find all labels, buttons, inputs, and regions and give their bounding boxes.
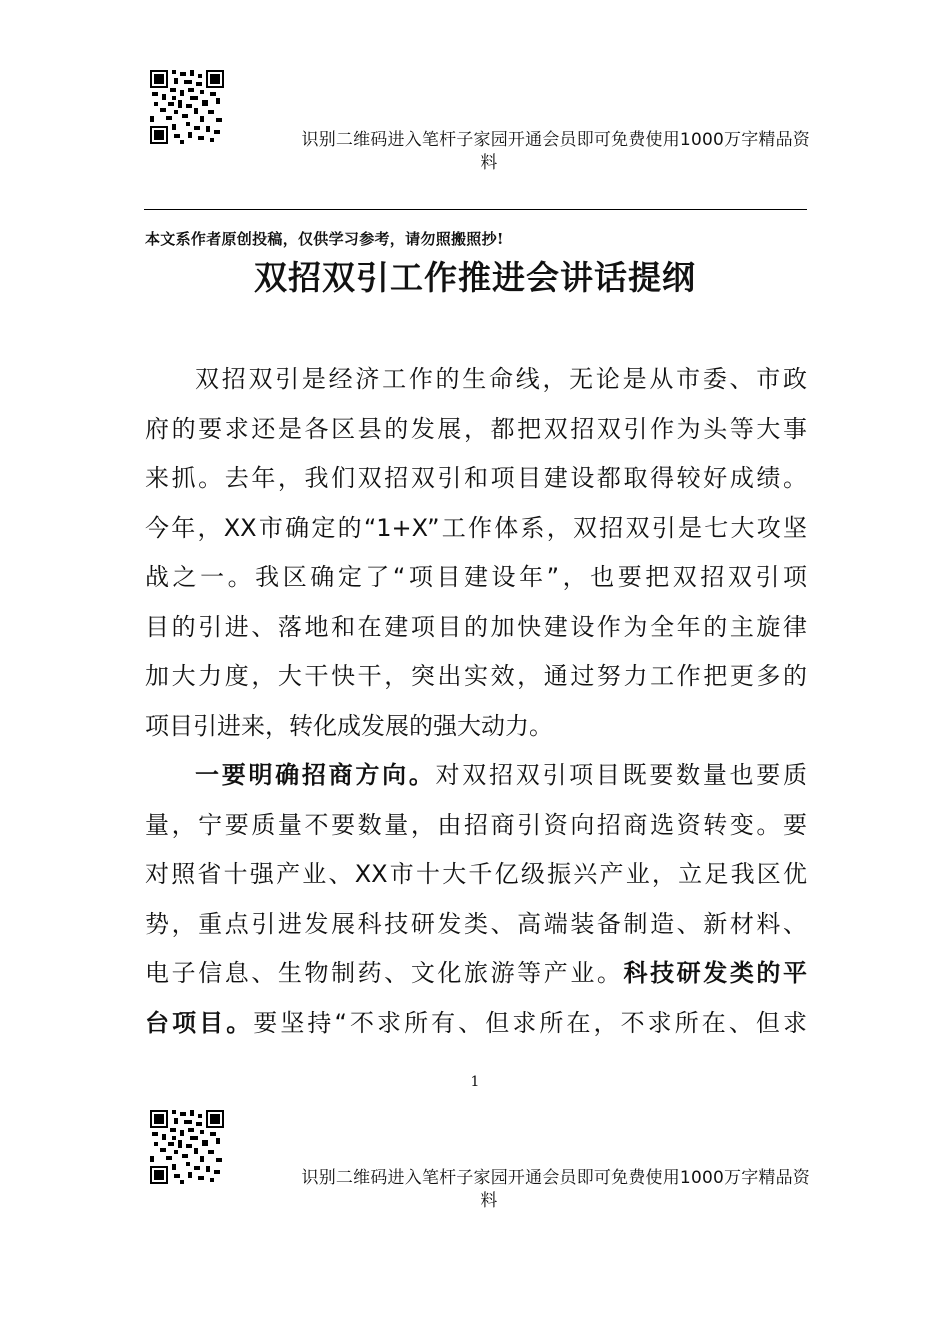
page-number: 1 bbox=[470, 1074, 480, 1090]
header-promo-line2: 料 bbox=[480, 153, 498, 173]
paragraph-2-text: 要坚持“不求所有、但求所在，不求所在、但求 bbox=[253, 1008, 807, 1037]
paragraph-1-line: 府的要求还是各区县的发展，都把双招双引作为头等大事 bbox=[145, 414, 807, 443]
paragraph-1-line: 双招双引是经济工作的生命线，无论是从市委、市政 bbox=[195, 365, 807, 393]
footer-promo-line1: 识别二维码进入笔杆子家园开通会员即可免费使用1000万字精品资 bbox=[301, 1168, 810, 1188]
paragraph-1-line: 今年，XX市确定的“1+X”工作体系，双招双引是七大攻坚 bbox=[145, 513, 807, 542]
copyright-notice: 本文系作者原创投稿，仅供学习参考，请勿照搬照抄! bbox=[145, 230, 504, 248]
paragraph-2-line: 势，重点引进发展科技研发类、高端装备制造、新材料、 bbox=[145, 909, 807, 938]
document-title: 双招双引工作推进会讲话提纲 bbox=[254, 258, 696, 297]
paragraph-1-line: 战之一。我区确定了“项目建设年”，也要把双招双引项 bbox=[145, 563, 807, 591]
paragraph-2-line: 量，宁要质量不要数量，由招商引资向招商选资转变。要 bbox=[145, 810, 807, 839]
document-body bbox=[145, 355, 807, 1048]
footer-promo-banner bbox=[150, 1167, 810, 1213]
paragraph-1-line: 加大力度，大干快干，突出实效，通过努力工作把更多的 bbox=[145, 662, 807, 690]
paragraph-1-line: 目的引进、落地和在建项目的加快建设作为全年的主旋律 bbox=[145, 612, 807, 641]
header-divider bbox=[144, 209, 807, 210]
paragraph-1-line: 来抓。去年，我们双招双引和项目建设都取得较好成绩。 bbox=[145, 464, 807, 492]
header-promo-banner bbox=[150, 129, 810, 175]
footer-promo-line2: 料 bbox=[480, 1191, 498, 1211]
section-heading: 一要明确招商方向。 bbox=[195, 761, 436, 789]
paragraph-1-line: 项目引进来，转化成发展的强大动力。 bbox=[145, 711, 553, 740]
header-promo-line1: 识别二维码进入笔杆子家园开通会员即可免费使用1000万字精品资 bbox=[301, 130, 810, 150]
paragraph-2-text: 电子信息、生物制药、文化旅游等产业。 bbox=[145, 959, 624, 987]
paragraph-2-text: 对双招双引项目既要数量也要质 bbox=[435, 761, 808, 789]
subsection-heading: 科技研发类的平 bbox=[623, 959, 807, 987]
subsection-heading: 台项目。 bbox=[145, 1008, 254, 1037]
paragraph-2-line: 对照省十强产业、XX市十大千亿级振兴产业，立足我区优 bbox=[145, 860, 807, 888]
paragraph-2-line bbox=[145, 949, 807, 999]
paragraph-2-line bbox=[145, 751, 807, 801]
paragraph-2-line bbox=[145, 999, 807, 1049]
